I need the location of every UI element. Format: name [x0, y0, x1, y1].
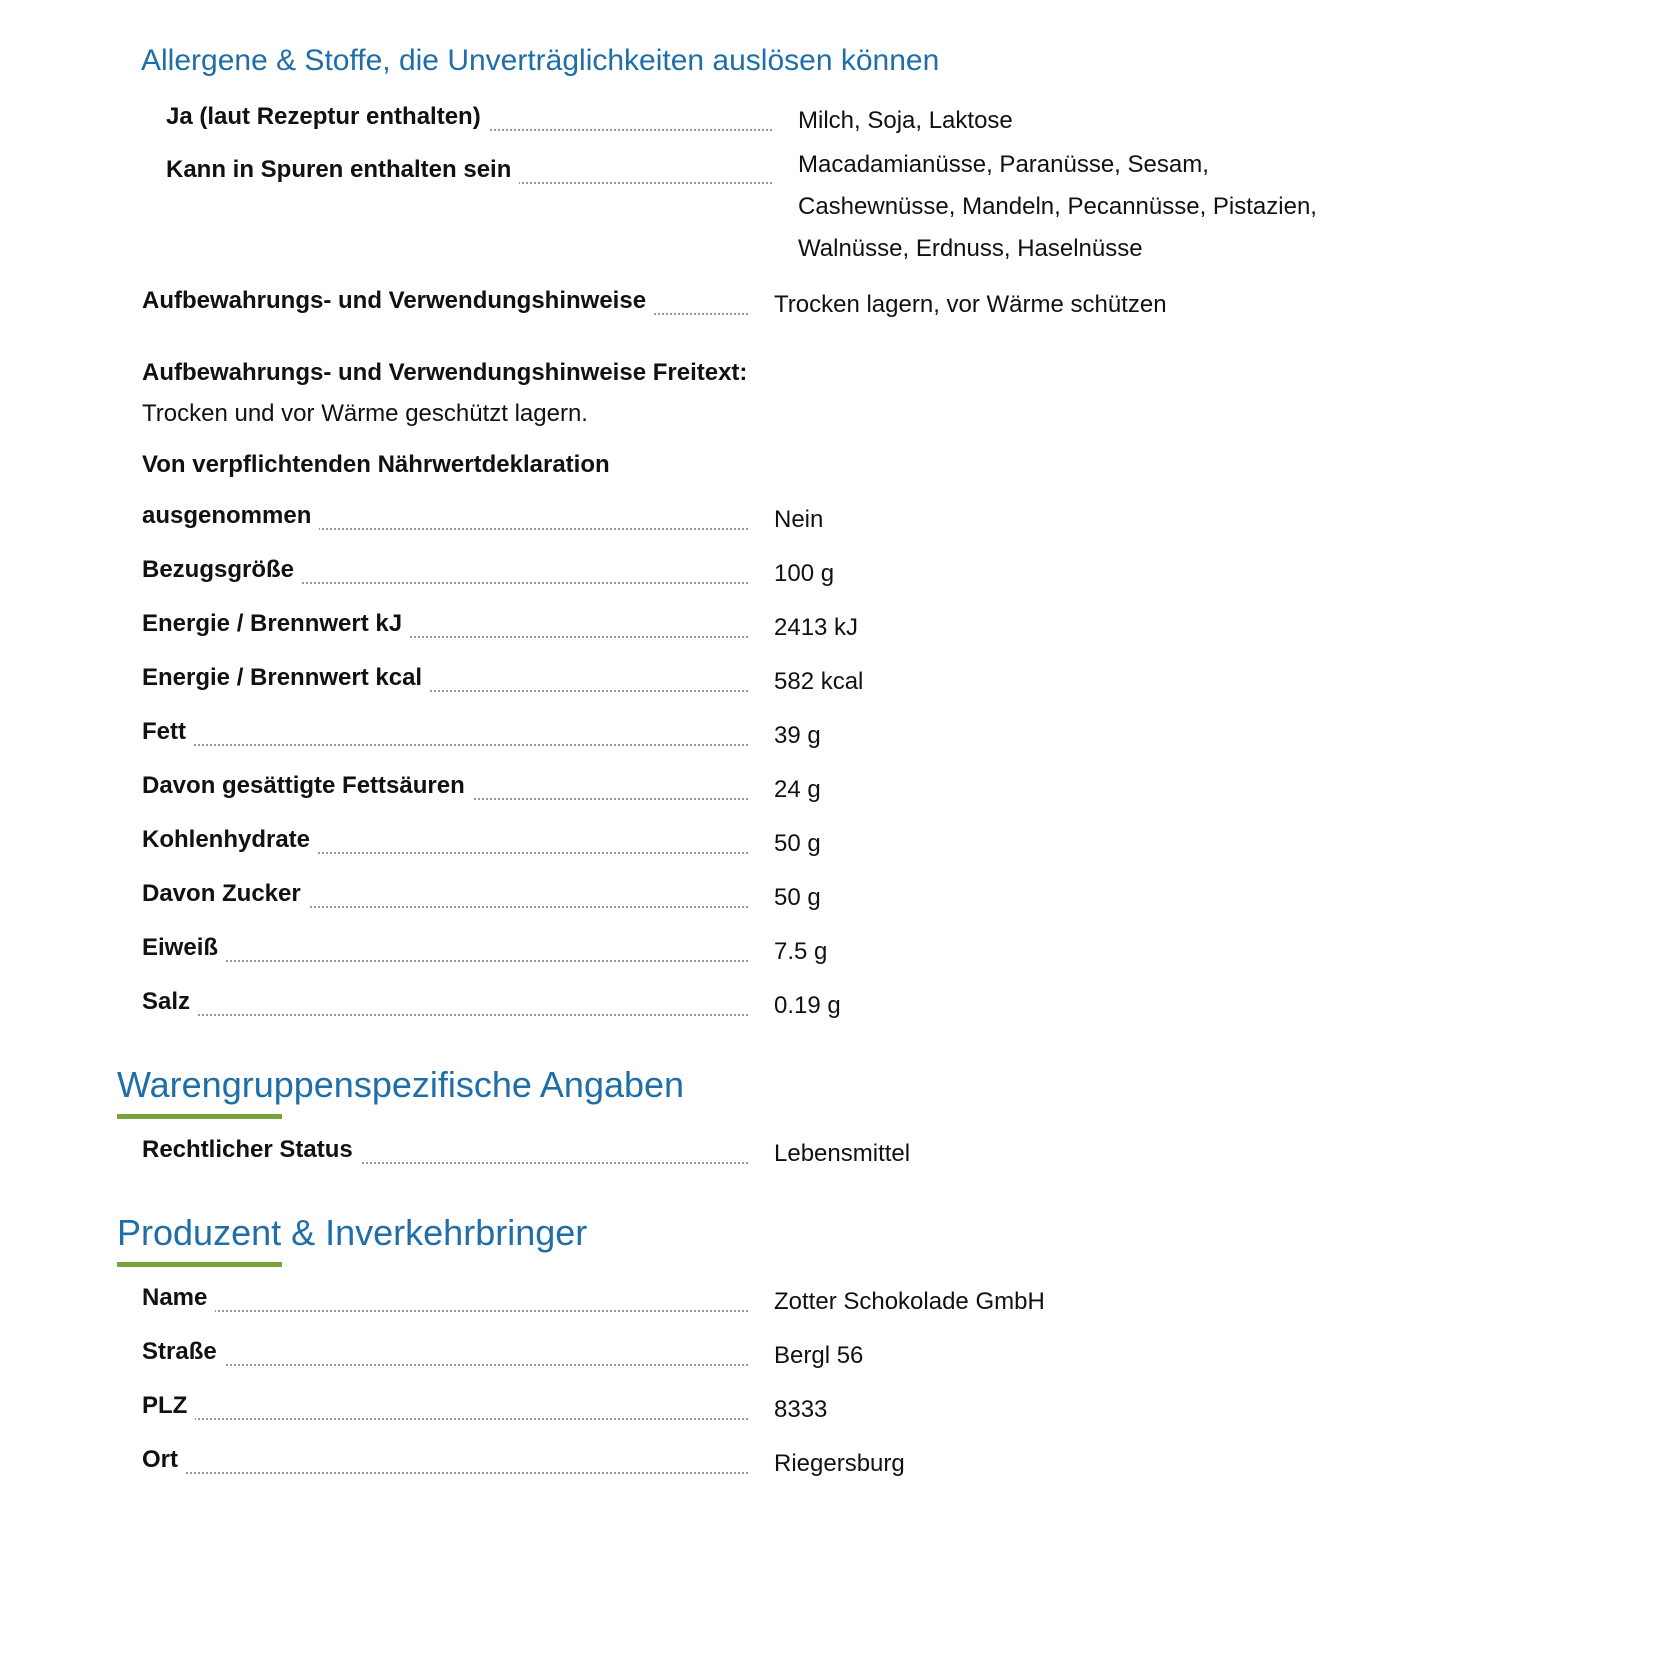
produzent-heading: Produzent & Inverkehrbringer	[117, 1212, 588, 1253]
storage-freetext-label: Aufbewahrungs- und Verwendungshinweise Freitext:	[142, 359, 748, 386]
produzent-row	[142, 1446, 972, 1480]
nutrition-value: 7.5 g	[774, 938, 828, 965]
nutrition-exempt-label-line-1: Von verpflichtenden Nährwertdeklaration	[142, 451, 610, 478]
warengruppe-row	[142, 1136, 972, 1170]
producer-zip-label: PLZ	[142, 1392, 195, 1420]
nutrition-value: 24 g	[774, 776, 821, 803]
legal-status-label: Rechtlicher Status	[142, 1136, 361, 1164]
nutrition-row	[142, 718, 972, 752]
nutrition-exempt-row	[142, 502, 972, 536]
warengruppe-heading: Warengruppenspezifische Angaben	[117, 1064, 685, 1105]
nutrition-label: Fett	[142, 718, 194, 746]
produzent-row	[142, 1392, 972, 1426]
nutrition-row	[142, 610, 972, 644]
leader-dots	[142, 744, 748, 746]
nutrition-row	[142, 880, 972, 914]
producer-street-label: Straße	[142, 1338, 225, 1366]
leader-dots	[142, 1418, 748, 1420]
allergen-traces-value-line-1: Macadamianüsse, Paranüsse, Sesam,	[798, 151, 1209, 178]
nutrition-label: Eiweiß	[142, 934, 226, 962]
nutrition-label: Energie / Brennwert kcal	[142, 664, 430, 692]
allergen-contains-label: Ja (laut Rezeptur enthalten)	[166, 103, 489, 131]
nutrition-row	[142, 934, 972, 968]
allergen-contains-value: Milch, Soja, Laktose	[798, 107, 1013, 134]
section-underline	[117, 1114, 282, 1119]
nutrition-value: 2413 kJ	[774, 614, 859, 641]
nutrition-label: Davon gesättigte Fettsäuren	[142, 772, 473, 800]
nutrition-row	[142, 556, 972, 590]
nutrition-exempt-label-line-2: ausgenommen	[142, 502, 319, 530]
nutrition-value: 100 g	[774, 560, 835, 587]
storage-row	[142, 287, 1167, 321]
nutrition-label: Kohlenhydrate	[142, 826, 318, 854]
producer-street-value: Bergl 56	[774, 1342, 864, 1369]
nutrition-row	[142, 988, 972, 1022]
storage-label: Aufbewahrungs- und Verwendungshinweise	[142, 287, 654, 315]
nutrition-row	[142, 826, 972, 860]
producer-name-label: Name	[142, 1284, 215, 1312]
leader-dots	[142, 1472, 748, 1474]
producer-city-label: Ort	[142, 1446, 186, 1474]
allergen-traces-label: Kann in Spuren enthalten sein	[166, 156, 519, 184]
producer-city-value: Riegersburg	[774, 1450, 905, 1477]
nutrition-value: 39 g	[774, 722, 821, 749]
nutrition-label: Energie / Brennwert kJ	[142, 610, 410, 638]
nutrition-label: Salz	[142, 988, 198, 1016]
producer-zip-value: 8333	[774, 1396, 828, 1423]
leader-dots	[142, 1014, 748, 1016]
produzent-row	[142, 1284, 1045, 1318]
allergens-heading: Allergene & Stoffe, die Unverträglichkeiten auslösen können	[141, 44, 940, 77]
storage-value: Trocken lagern, vor Wärme schützen	[774, 291, 1167, 318]
leader-dots	[142, 960, 748, 962]
section-underline	[117, 1262, 282, 1267]
nutrition-value: 0.19 g	[774, 992, 841, 1019]
allergen-row-contains	[166, 103, 1013, 137]
nutrition-row	[142, 664, 972, 698]
nutrition-value: 50 g	[774, 830, 821, 857]
leader-dots	[142, 1310, 748, 1312]
nutrition-row	[142, 772, 972, 806]
legal-status-value: Lebensmittel	[774, 1140, 911, 1167]
nutrition-value: 50 g	[774, 884, 821, 911]
storage-freetext-value: Trocken und vor Wärme geschützt lagern.	[142, 400, 588, 427]
nutrition-label: Davon Zucker	[142, 880, 309, 908]
leader-dots	[142, 1364, 748, 1366]
nutrition-label: Bezugsgröße	[142, 556, 302, 584]
producer-name-value: Zotter Schokolade GmbH	[774, 1288, 1045, 1315]
nutrition-value: 582 kcal	[774, 668, 864, 695]
nutrition-exempt-value: Nein	[774, 506, 824, 533]
allergen-traces-value-line-2: Cashewnüsse, Mandeln, Pecannüsse, Pistazien,	[798, 193, 1317, 220]
produzent-row	[142, 1338, 972, 1372]
allergen-traces-value-line-3: Walnüsse, Erdnuss, Haselnüsse	[798, 235, 1143, 262]
